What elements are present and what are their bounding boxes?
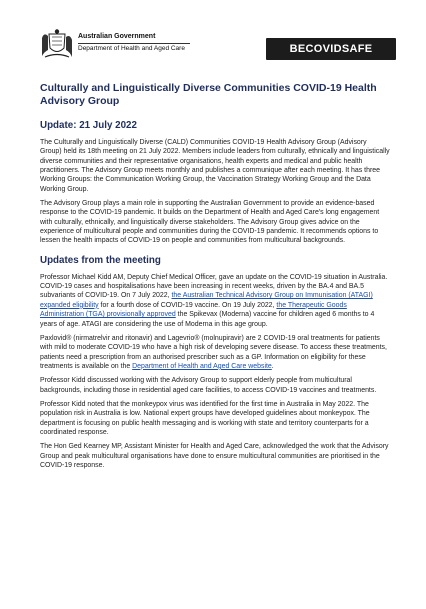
role-paragraph: The Advisory Group plays a main role in supporting the Australian Government to provide an evidence-based response to the COVID-19 pandemic. It builds on the Department of Health and Aged Care's long engagement with culturally, ethnically, and linguistically diverse stakeholders. The Advisory Group gives advice on the experience of multicultural people and communities during the COVID-19 pandemic. It recommends options to lessen the health impacts of COVID-19 on people and communities from multicultural backgrounds. (40, 200, 380, 245)
monkeypox-paragraph: Professor Kidd noted that the monkeypox virus was identified for the first time in Australia in May 2022. The population risk in Australia is low. National expert groups have developed guidelines about monkeypox. The department is focusing on public health messaging and is working with state and territory counterparts for a coordinated response. (40, 400, 370, 436)
updates-heading: Updates from the meeting (40, 254, 161, 266)
treatments-text-a: Paxlovid® (nirmatrelvir and ritonavir) and Lagevrio® (molnupiravir) are 2 COVID-19 oral treatments for patients with mild to moderate COVID-19 who have a high risk of developing severe disease. To access these treatments, patients need a prescription from an authorised prescriber such as a GP. Information on eligibility for these treatments is available on the (40, 334, 387, 370)
kearney-paragraph: The Hon Ged Kearney MP, Assistant Minister for Health and Aged Care, acknowledged the work that the Advisory Group and peak multicultural organisations have done to ensure multicultural communities are prioritised in the COVID-19 response. (40, 443, 389, 469)
department-website-link[interactable]: Department of Health and Aged Care website (132, 362, 272, 370)
intro-paragraph: The Culturally and Linguistically Diverse (CALD) Communities COVID-19 Health Advisory Group (Advisory Group) held its 18th meeting on 21 July 2022. Members include leaders from culturally, ethnically and linguistically diverse communities and their representative organisations, health experts and medical and public health practitioners. The Advisory Group meets monthly and publishes a communique after each meeting. It has three Working Groups: the Communication Working Group, the Vaccination Strategy Working Group and the Data Working Group. (40, 139, 390, 193)
badge-safe: SAFE (341, 43, 373, 55)
badge-be: BE (289, 43, 306, 55)
document-body (40, 82, 390, 475)
gov-divider (78, 43, 190, 44)
kidd-text-c: the Spikevax (Moderna) vaccine for children aged 6 months to 4 years of age. ATAGI are considering the use of Moderna in this age group. (40, 311, 375, 328)
kidd-text-b: for a fourth dose of COVID-19 vaccine. On 19 July 2022, (98, 301, 277, 309)
gov-line1: Australian Government (78, 33, 156, 40)
page-header (40, 26, 396, 66)
tga-link[interactable]: the Therapeutic Goods Administration (TGA) provisionally approved (40, 301, 347, 319)
elderly-paragraph: Professor Kidd discussed working with the Advisory Group to support elderly people from multicultural backgrounds, including those in residential aged care facilities, to access COVID-19 vaccines and treatments. (40, 377, 377, 394)
atagi-link[interactable]: the Australian Technical Advisory Group on Immunisation (ATAGI) expanded eligibility (40, 292, 373, 309)
treatments-text-b: . (271, 362, 274, 370)
kidd-update-paragraph (40, 273, 390, 329)
treatments-paragraph (40, 334, 390, 371)
page-title: Culturally and Linguistically Diverse Communities COVID-19 Health Advisory Group (40, 82, 377, 107)
kidd-text-a: Professor Michael Kidd AM, Deputy Chief Medical Officer, gave an update on the COVID-19 situation in Australia. COVID-19 cases and hospitalisations have been increasing in recent weeks, driven by the BA.4 and BA.5 subvariants of COVID-19. On 7 July 2022, (40, 273, 388, 300)
coat-of-arms-icon (40, 28, 74, 60)
be-covidsafe-logo (266, 38, 396, 60)
gov-line2: Department of Health and Aged Care (78, 45, 185, 52)
badge-covid: COVID (305, 43, 342, 55)
update-heading: Update: 21 July 2022 (40, 120, 137, 131)
